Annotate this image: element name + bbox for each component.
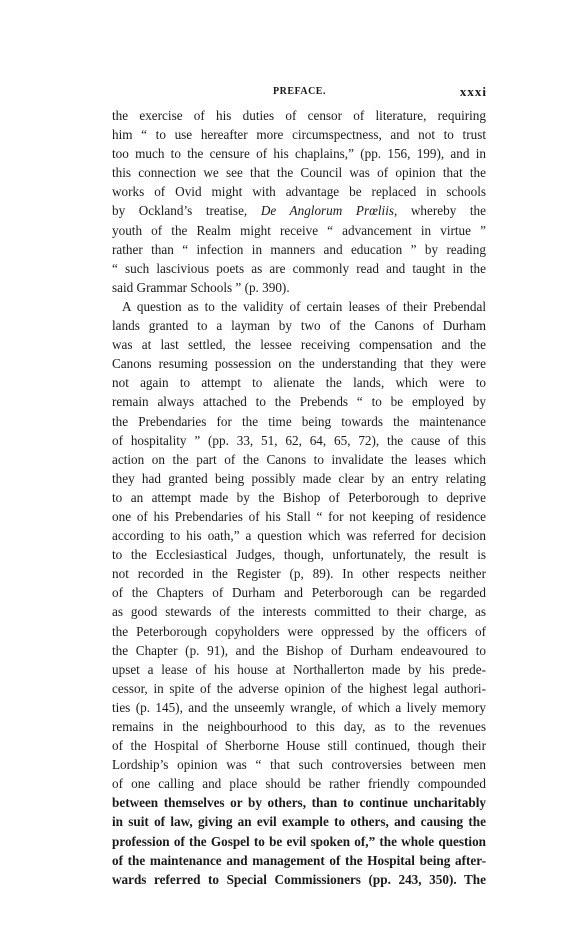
text-line: between themselves or by others, than to continue uncharitably [112,795,486,811]
text-line: cessor, in spite of the adverse opinion of the highest legal authori- [112,680,486,696]
text-line: of hospitality ” (pp. 33, 51, 62, 64, 65, 72), the cause of this [112,432,486,448]
text-line: upset a lease of his house at Northallerton made by his prede- [112,661,486,677]
text-line: too much to the censure of his chaplains,” (pp. 156, 199), and in [112,146,486,162]
text-line: rather than “ infection in manners and education ” by reading [112,241,486,257]
text-line: Lordship’s opinion was “ that such controversies between men [112,757,486,773]
text-line: was at last settled, the lessee receiving compensation and the [112,337,486,353]
text-line: not again to attempt to alienate the lands, which were to [112,375,486,391]
text-line: A question as to the validity of certain leases of their Prebendal [122,298,486,314]
text-line: the Peterborough copyholders were oppressed by the officers of [112,623,486,639]
text-line: lands granted to a layman by two of the Canons of Durham [112,318,486,334]
text-line: wards referred to Special Commissioners (pp. 243, 350). The [112,871,486,887]
text-line: as good stewards of the interests committed to their charge, as [112,604,486,620]
text-line: said Grammar Schools ” (p. 390). [112,279,290,295]
text-line: Canons resuming possession on the understanding that they were [112,356,486,372]
text-line: youth of the Realm might receive “ advancement in virtue ” [112,222,486,238]
text-line: according to his oath,” a question which was referred for decision [112,528,486,544]
text-line: by Ockland’s treatise, De Anglorum Prœliis, whereby the [112,203,486,219]
text-line: of the Hospital of Sherborne House still continued, though their [112,738,486,754]
text-line: remains in the neighbourhood to this day, as to the revenues [112,719,486,734]
text-line: “ such lascivious poets as are commonly read and taught in the [112,260,486,276]
text-line: the Chapter (p. 91), and the Bishop of Durham endeavoured to [112,642,486,658]
text-line: works of Ovid might with advantage be replaced in schools [112,184,486,200]
text-line: the exercise of his duties of censor of literature, requiring [112,108,486,123]
text-line: to an attempt made by the Bishop of Peterborough to deprive [112,489,486,505]
text-line: remain always attached to the Prebends “ to be employed by [112,394,486,410]
text-line: ties (p. 145), and the unseemly wrangle, of which a lively memory [112,699,486,715]
text-line: of the Chapters of Durham and Peterborough can be regarded [112,585,486,601]
treatise-title: De Anglorum Prœliis [260,203,394,219]
running-title: PREFACE. [273,86,326,97]
text-line: they had granted being possibly made clear by an entry relating [112,470,486,486]
text-line: him “ to use hereafter more circumspectness, and not to trust [112,127,486,143]
text-line: of one calling and place should be rather friendly compounded [112,776,486,792]
running-head [112,86,487,102]
text-line: not recorded in the Register (p, 89). In other respects neither [112,566,486,582]
page-number: xxxi [459,84,487,99]
body-text [112,106,486,889]
text-line: the Prebendaries for the time being towards the maintenance [112,413,486,429]
text-line: in suit of law, giving an evil example to others, and causing the [112,814,486,830]
text-line: action on the part of the Canons to invalidate the leases which [112,451,486,467]
text-line: to the Ecclesiastical Judges, though, unfortunately, the result is [112,547,486,563]
text-line: this connection we see that the Council was of opinion that the [112,165,486,181]
text-line: one of his Prebendaries of his Stall “ for not keeping of residence [112,508,486,524]
text-line: of the maintenance and management of the Hospital being after- [112,852,486,868]
text-line: profession of the Gospel to be evil spoken of,” the whole question [112,833,486,849]
